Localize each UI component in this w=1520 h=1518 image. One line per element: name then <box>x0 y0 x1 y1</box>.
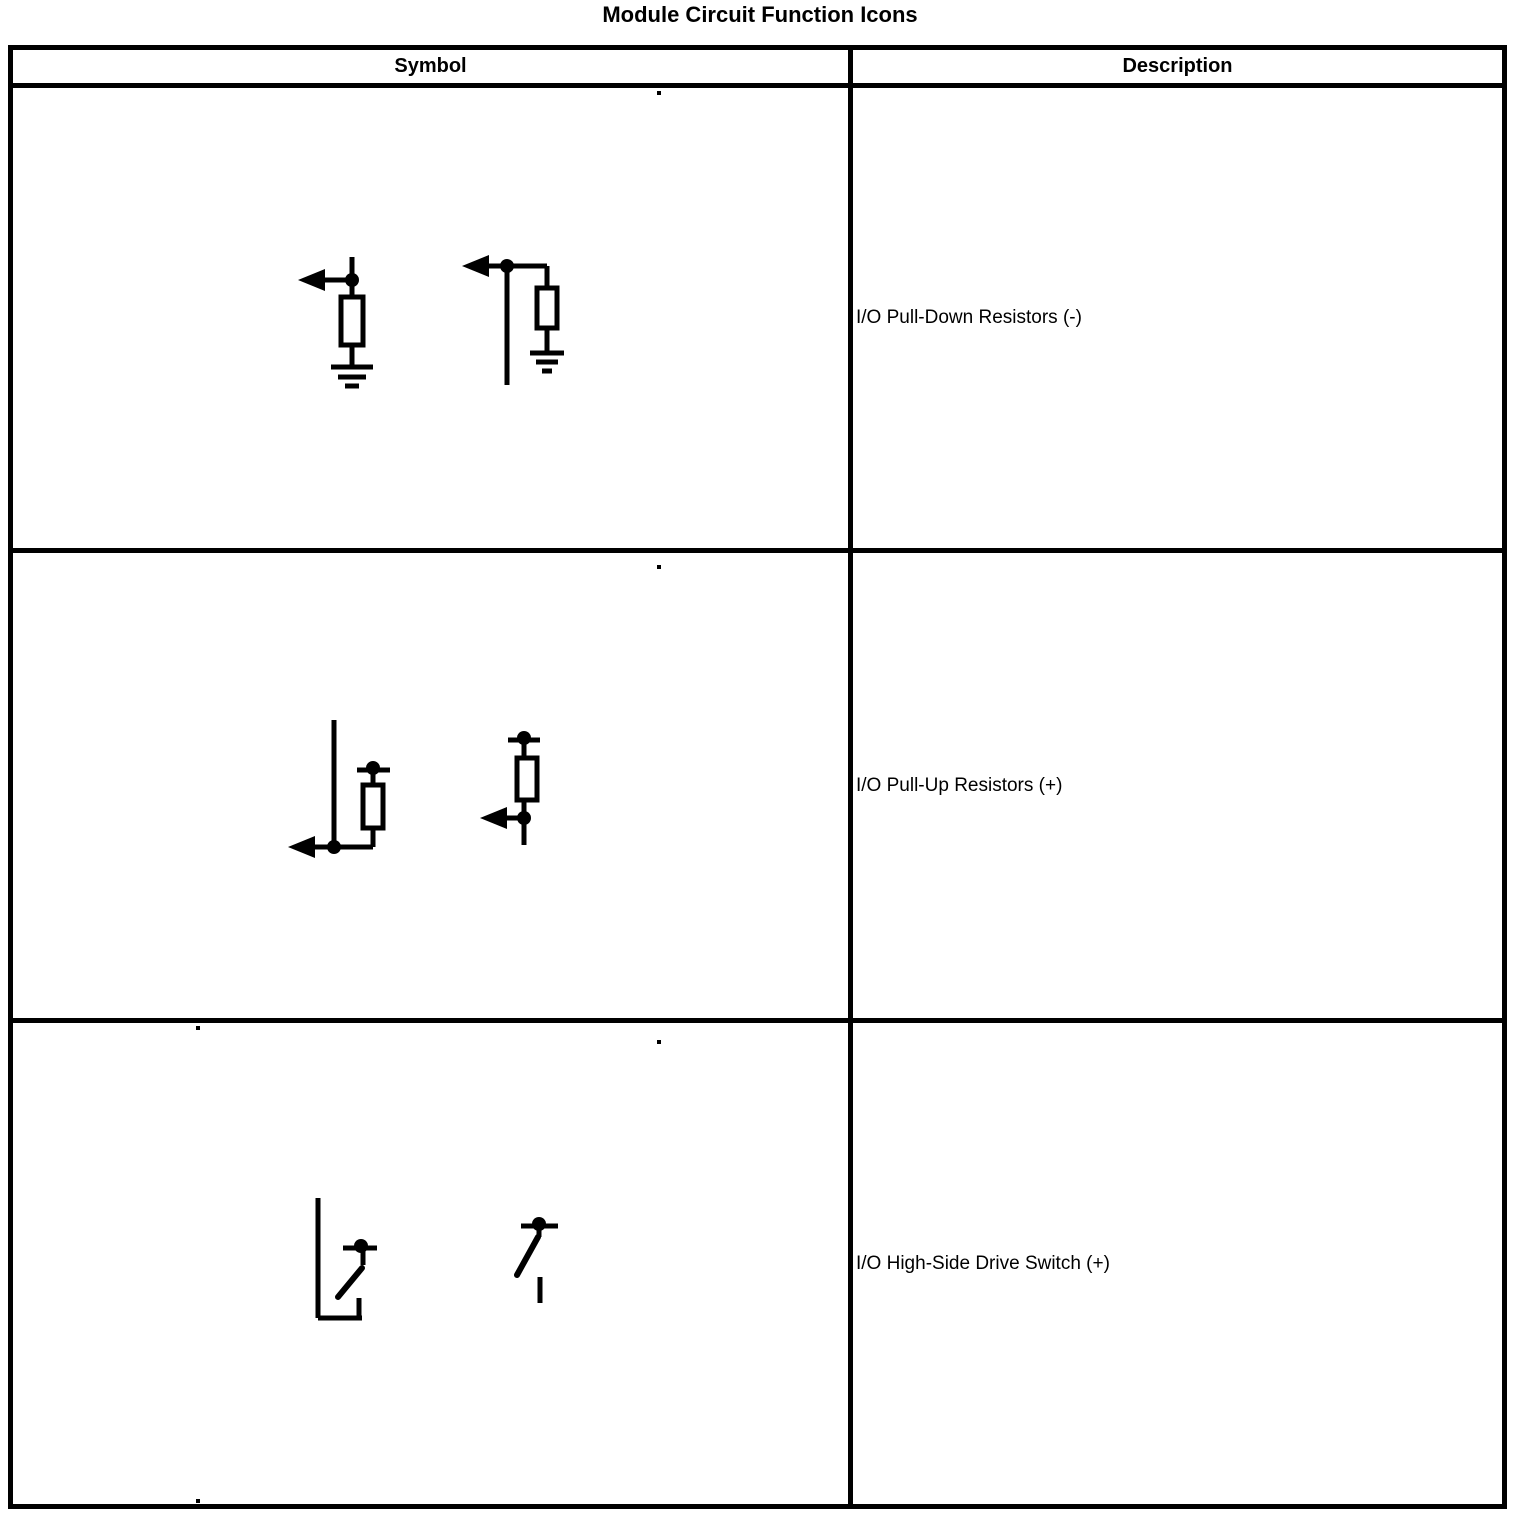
scan-artifact-dot <box>657 565 661 569</box>
left-arrowhead <box>480 807 507 829</box>
resistor <box>363 785 383 828</box>
left-arrowhead <box>462 255 489 277</box>
scan-artifact-dot <box>196 1026 200 1030</box>
scan-artifact-dot <box>657 1040 661 1044</box>
resistor <box>341 297 363 345</box>
row3-symbol-cell <box>13 1023 853 1504</box>
resistor <box>517 758 537 800</box>
module-circuit-function-icons-table <box>8 45 1507 1509</box>
row2-description: I/O Pull-Up Resistors (+) <box>853 553 1502 1023</box>
switch-blade <box>338 1268 362 1297</box>
scan-artifact-dot <box>195 549 199 553</box>
io-pull-up-resistor-tapped-icon <box>282 712 397 857</box>
row2-symbol-cell <box>13 553 853 1023</box>
scan-artifact-dot <box>196 1499 200 1503</box>
scan-artifact-dot <box>657 91 661 95</box>
io-pull-down-resistor-direct-icon <box>290 247 412 397</box>
left-arrowhead <box>288 836 315 858</box>
left-arrowhead <box>298 269 325 291</box>
io-high-side-drive-switch-tapped-icon <box>308 1193 393 1328</box>
io-pull-up-resistor-direct-icon <box>475 722 565 852</box>
row1-description: I/O Pull-Down Resistors (-) <box>853 88 1502 553</box>
switch-blade <box>517 1237 538 1275</box>
io-high-side-drive-switch-direct-icon <box>500 1213 575 1308</box>
power-feed-dot <box>366 761 380 775</box>
column-header-description: Description <box>853 50 1502 88</box>
resistor <box>537 288 557 328</box>
io-pull-down-resistor-tapped-icon <box>453 245 573 393</box>
row3-description: I/O High-Side Drive Switch (+) <box>853 1023 1502 1504</box>
row1-symbol-cell <box>13 88 853 553</box>
junction-dot <box>327 840 341 854</box>
column-header-symbol: Symbol <box>13 50 853 88</box>
page-title: Module Circuit Function Icons <box>602 2 918 27</box>
